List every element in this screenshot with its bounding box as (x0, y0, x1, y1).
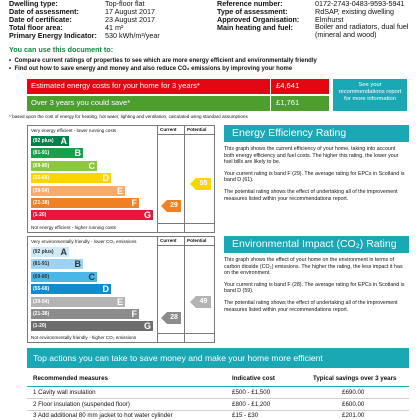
eer-title: Energy Efficiency Rating (232, 127, 347, 139)
eir-band-f (31, 309, 139, 319)
floor-area-label: Total floor area: (9, 23, 63, 32)
estimated-costs-value-box (270, 79, 329, 94)
use-doc-bullet-2-text: Find out how to save energy and money and also reduce CO₂ emissions by improving your home (14, 66, 293, 72)
eir-current-header: Current (160, 238, 177, 243)
table-row (33, 389, 96, 396)
measure-cost: £15 - £30 (232, 412, 259, 419)
eir-title: Environmental Impact (CO₂) Rating (232, 238, 397, 250)
eer-band-a (31, 136, 69, 146)
eir-potential-value: 49 (199, 298, 208, 305)
eer-band-range: (55-68) (33, 175, 50, 182)
eer-band-letter: C (88, 160, 95, 171)
header (0, 0, 420, 41)
date-assessment-label: Date of assessment: (9, 7, 79, 16)
eer-band-letter: A (60, 136, 67, 146)
eir-band-range: (55-68) (33, 286, 50, 293)
estimated-costs-label: Estimated energy costs for your home for 3 years* (31, 81, 200, 90)
eir-band-letter: E (116, 296, 123, 307)
measure-savings: £690.00 (342, 389, 365, 396)
eir-potential-pointer (196, 296, 211, 308)
use-doc-bullet-1-text: Compare current ratings of properties to see which are more energy efficient and environmentally friendly (14, 58, 317, 64)
eer-band-g (31, 210, 153, 220)
eir-current-pointer (167, 312, 181, 324)
eer-text (224, 146, 406, 207)
see-recommendations-box[interactable]: See your recommendations report for more information (333, 79, 407, 111)
measure-cost: £800 - £1,200 (232, 401, 271, 408)
eer-text-p1: This graph shows the current efficiency of your home, taking into account both energy efficiency and fuel costs. The higher this rating, the lower your fuel bills are likely to be. (224, 146, 399, 166)
dwelling-type-label: Dwelling type: (9, 0, 58, 8)
primary-energy-label: Primary Energy Indicator: (9, 31, 97, 40)
reference-label: Reference number: (217, 0, 283, 8)
eer-band-f (31, 198, 139, 208)
savings-label: Over 3 years you could save* (31, 98, 131, 107)
eer-potential-pointer (196, 178, 211, 190)
eir-chart (27, 236, 215, 343)
table-row (33, 401, 130, 408)
eer-band-range: (21-38) (33, 200, 50, 206)
eer-band-letter: F (131, 198, 137, 208)
eer-band-range: (39-54) (33, 187, 50, 194)
eir-text (224, 257, 406, 318)
eer-band-range: (92 plus) (33, 138, 54, 144)
eir-band-range: (92 plus) (33, 249, 54, 255)
eer-band-d (31, 173, 111, 183)
measure-cost: £500 - £1,500 (232, 389, 271, 396)
actions-col-cost: Indicative cost (232, 375, 275, 382)
eir-title-bar (224, 236, 409, 253)
eer-text-p2: Your current rating is band F (29). The average rating for EPCs in Scotland is band D (61). (224, 170, 405, 184)
eir-band-letter: F (131, 309, 137, 319)
eir-band-letter: D (102, 284, 109, 295)
eir-band-a (31, 247, 69, 257)
eir-band-letter: A (60, 247, 67, 257)
eir-band-e (31, 297, 125, 307)
eer-chart (27, 125, 215, 233)
savings-value-box (270, 96, 329, 111)
table-row (33, 412, 173, 419)
eer-band-letter: B (74, 148, 81, 159)
use-doc-bullet-2: • Find out how to save energy and money and also reduce CO₂ emissions by improving your home (9, 66, 293, 72)
actions-table (27, 368, 409, 420)
eir-band-letter: G (143, 321, 151, 332)
eir-band-range: (81-91) (33, 261, 50, 268)
eer-band-letter: G (143, 210, 151, 221)
eir-band-range: (21-38) (33, 311, 50, 317)
measure-savings: £201.00 (342, 412, 365, 419)
eer-title-bar (224, 125, 409, 142)
pointer-arrow-icon (161, 200, 167, 212)
eir-band-c (31, 272, 97, 282)
use-doc-title: You can use this document to: (9, 45, 114, 54)
eer-band-range: (81-91) (33, 150, 50, 157)
eer-current-value: 29 (170, 202, 178, 209)
eer-current-header: Current (160, 127, 177, 132)
eer-top-note: Very energy efficient - lower running costs (31, 128, 117, 133)
savings-value: £1,761 (276, 98, 300, 107)
assessment-type-label: Type of assessment: (217, 7, 288, 16)
pointer-arrow-icon (190, 296, 196, 308)
eir-current-value: 28 (170, 314, 178, 321)
pointer-arrow-icon (190, 178, 196, 190)
eir-band-letter: C (88, 271, 95, 282)
eir-text-p3: The potential rating shows the effect of undertaking all of the improvement measures listed within your recommendations report. (224, 299, 398, 313)
approved-org-label: Approved Organisation: (217, 15, 300, 24)
costs-footnote: * based upon the cost of energy for heating, hot water, lighting and ventilation, calculated using standard assumptions (9, 114, 248, 119)
floor-area: 41 m² (105, 23, 124, 32)
eir-band-d (31, 284, 111, 294)
estimated-costs-value: £4,641 (276, 81, 300, 90)
primary-energy: 530 kWh/m²/year (105, 31, 160, 40)
dwelling-type: Top-floor flat (105, 0, 145, 8)
eer-potential-header: Potential (187, 127, 207, 132)
measure-savings: £600.00 (342, 401, 365, 408)
date-certificate-label: Date of certificate: (9, 15, 72, 24)
heating-value: Boiler and radiators, dual fuel (mineral and wood) (315, 22, 409, 39)
eir-potential-header: Potential (187, 238, 207, 243)
measure-name: 2 Floor insulation (suspended floor) (33, 401, 130, 408)
actions-col-measures: Recommended measures (33, 375, 108, 382)
actions-title-bar (27, 348, 409, 368)
eir-bottom-note: Not environmentally friendly - higher CO₂ emissions (31, 335, 137, 340)
eer-band-b (31, 148, 83, 158)
date-assessment: 17 August 2017 (105, 7, 155, 16)
eer-band-letter: D (102, 173, 109, 184)
eir-top-note: Very environmentally friendly - lower CO₂ emissions (31, 239, 137, 244)
eer-band-c (31, 161, 97, 171)
assessment-type: RdSAP, existing dwelling (315, 7, 394, 16)
measure-name: 3 Add additional 80 mm jacket to hot water cylinder (33, 412, 173, 419)
measure-name: 1 Cavity wall insulation (33, 389, 96, 396)
eer-band-range: (69-80) (33, 162, 50, 169)
eir-band-range: (39-54) (33, 298, 50, 305)
date-certificate: 23 August 2017 (105, 15, 155, 24)
eir-text-p1: This graph shows the effect of your home on the environment in terms of carbon dioxide (CO₂) emissions. The higher the rating, the less impact it has on the environment. (224, 257, 403, 277)
use-doc-bullet-1: • Compare current ratings of properties to see which are more energy efficient and environmentally friendly (9, 58, 317, 64)
eer-text-p3: The potential rating shows the effect of undertaking all of the improvement measures listed within your recommendations report. (224, 188, 398, 202)
actions-col-savings: Typical savings over 3 years (313, 375, 397, 382)
eir-band-range: (69-80) (33, 273, 50, 280)
eer-band-e (31, 186, 125, 196)
heating-label: Main heating and fuel: (217, 23, 293, 32)
eer-bottom-note: Not energy efficient - higher running costs (31, 225, 116, 230)
reference-number: 0172-2743-0483-9593-5941 (315, 0, 405, 8)
eir-text-p2: Your current rating is band F (28). The average rating for EPCs in Scotland is band D (59). (224, 281, 405, 295)
eer-band-range: (1-20) (33, 212, 47, 219)
eer-current-pointer (167, 200, 181, 212)
eir-band-b (31, 259, 83, 269)
pointer-arrow-icon (161, 312, 167, 324)
eer-potential-value: 55 (199, 180, 208, 187)
eir-band-g (31, 321, 153, 331)
approved-org: Elmhurst (315, 15, 344, 24)
eir-band-letter: B (74, 259, 81, 270)
eir-band-range: (1-20) (33, 323, 47, 330)
eer-band-letter: E (116, 185, 123, 196)
actions-title: Top actions you can take to save money and make your home more efficient (33, 353, 323, 363)
